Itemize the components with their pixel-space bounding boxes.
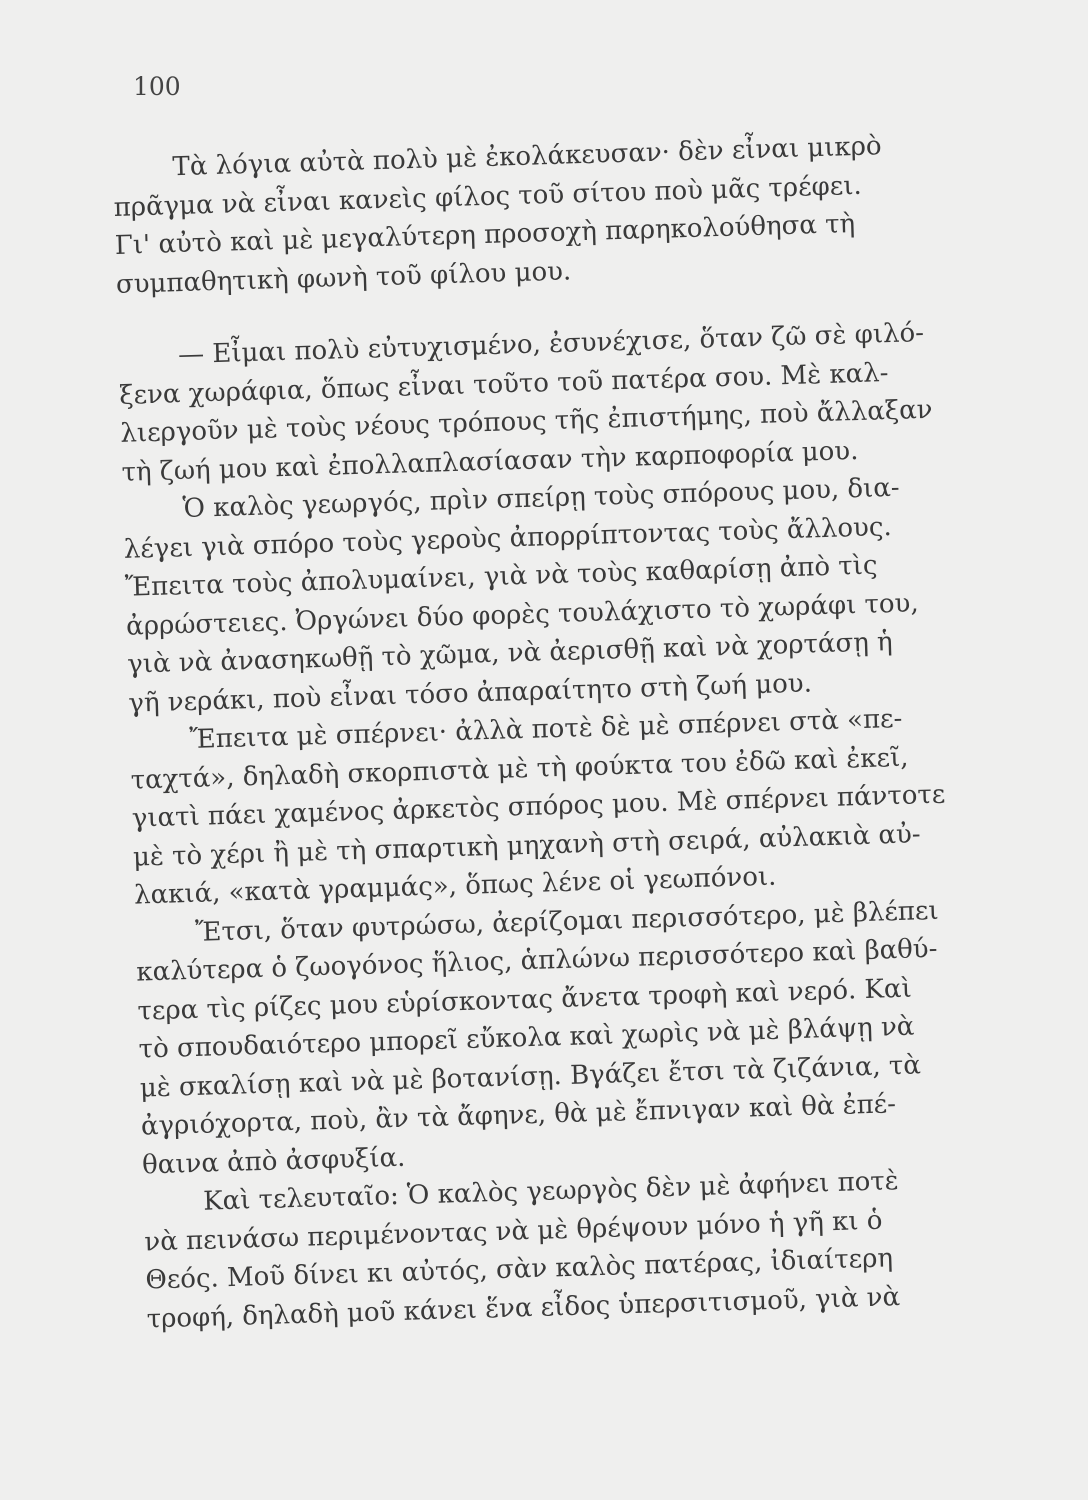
text-line: λιεργοῦν μὲ τοὺς νέους τρόπους τῆς ἐπιστήμης, ποὺ ἄλλαξαν bbox=[119, 394, 933, 449]
paragraph bbox=[122, 466, 1008, 723]
text-line: γῆ νεράκι, ποὺ εἶναι τόσο ἀπαραίτητο στὴ ζωή μου. bbox=[127, 667, 813, 719]
text-line: μὲ σκαλίσῃ καὶ νὰ μὲ βοτανίσῃ. Βγάζει ἔτσι τὰ ζιζάνια, τὰ bbox=[139, 1049, 922, 1104]
text-line: τροφή, δηλαδὴ μοῦ κάνει ἕνα εἶδος ὑπερσιτισμοῦ, γιὰ νὰ bbox=[146, 1281, 901, 1334]
text-line: Ἔπειτα τοὺς ἀπολυμαίνει, γιὰ νὰ τοὺς καθαρίσῃ ἀπὸ τὶς bbox=[124, 550, 878, 603]
paragraph bbox=[143, 1158, 1027, 1338]
text-line: τὴ ζωή μου καὶ ἐπολλαπλασίασαν τὴν καρποφορία μου. bbox=[121, 435, 859, 488]
text-line: ξενα χωράφια, ὅπως εἶναι τοῦτο τοῦ πατέρα σου. Μὲ καλ- bbox=[118, 357, 889, 411]
text-line: Ἔτσι, ὅταν φυτρώσω, ἀερίζομαι περισσότερο, μὲ βλέπει bbox=[194, 895, 939, 948]
paragraph bbox=[135, 889, 1023, 1184]
text-line: καλύτερα ὁ ζωογόνος ἥλιος, ἁπλώνω περισσότερο καὶ βαθύ- bbox=[135, 933, 938, 988]
text-line: ἀρρώστειες. Ὀργώνει δύο φορὲς τουλάχιστο τὸ χωράφι του, bbox=[125, 587, 920, 642]
paragraph bbox=[112, 124, 996, 304]
text-line: πρᾶγμα νὰ εἶναι κανεὶς φίλος τοῦ σίτου ποὺ μᾶς τρέφει. bbox=[113, 170, 863, 223]
text-line: τερα τὶς ρίζες μου εὑρίσκοντας ἄνετα τροφὴ καὶ νερό. Καὶ bbox=[137, 973, 913, 1027]
text-line: γιὰ νὰ ἀνασηκωθῇ τὸ χῶμα, νὰ ἀερισθῇ καὶ νὰ χορτάσῃ ἡ bbox=[126, 627, 894, 680]
text-line: μὲ τὸ χέρι ἢ μὲ τὴ σπαρτικὴ μηχανὴ στὴ σειρά, αὐλακιὰ αὐ- bbox=[132, 818, 922, 873]
text-line: ταχτά», δηλαδὴ σκορπιστὰ μὲ τὴ φούκτα του ἐδῶ καὶ ἐκεῖ, bbox=[130, 742, 909, 796]
paragraph bbox=[118, 312, 1002, 492]
text-line: θαινα ἀπὸ ἀσφυξία. bbox=[141, 1142, 406, 1181]
text-line: — Εἶμαι πολὺ εὐτυχισμένο, ἐσυνέχισε, ὅταν ζῶ σὲ φιλό- bbox=[177, 317, 925, 371]
text-line: συμπαθητικὴ φωνὴ τοῦ φίλου μου. bbox=[115, 255, 572, 300]
body-text bbox=[112, 124, 1027, 1339]
text-line: νὰ πεινάσω περιμένοντας νὰ μὲ θρέψουν μόνο ἡ γῆ κι ὁ bbox=[143, 1205, 883, 1258]
text-line: ἀγριόχορτα, ποὺ, ἂν τὰ ἄφηνε, θὰ μὲ ἔπνιγαν καὶ θὰ ἐπέ- bbox=[140, 1089, 897, 1142]
text-line: Ὁ καλὸς γεωργός, πρὶν σπείρῃ τοὺς σπόρους μου, δια- bbox=[182, 472, 901, 525]
text-line: λακιά, «κατὰ γραμμάς», ὅπως λένε οἱ γεωπόνοι. bbox=[133, 861, 777, 911]
page-number: 100 bbox=[133, 72, 181, 101]
text-line: γιατὶ πάει χαμένος ἀρκετὸς σπόρος μου. Μὲ σπέρνει πάντοτε bbox=[131, 779, 946, 834]
paragraph bbox=[129, 697, 1014, 916]
text-line: Ἔπειτα μὲ σπέρνει· ἀλλὰ ποτὲ δὲ μὲ σπέρνει στὰ «πε- bbox=[189, 703, 903, 755]
text-line: Καὶ τελευταῖο: Ὁ καλὸς γεωργὸς δὲν μὲ ἀφήνει ποτὲ bbox=[202, 1166, 900, 1217]
text-line: Θεός. Μοῦ δίνει κι αὐτός, σὰν καλὸς πατέρας, ἰδιαίτερη bbox=[145, 1243, 894, 1296]
text-line: Γι' αὐτὸ καὶ μὲ μεγαλύτερη προσοχὴ παρηκολούθησα τὴ bbox=[114, 208, 856, 261]
text-line: τὸ σπουδαιότερο μπορεῖ εὔκολα καὶ χωρὶς νὰ μὲ βλάψῃ νὰ bbox=[138, 1011, 915, 1065]
text-line: λέγει γιὰ σπόρο τοὺς γεροὺς ἀπορρίπτοντας τοὺς ἄλλους. bbox=[123, 511, 893, 565]
text-line: Τὰ λόγια αὐτὰ πολὺ μὲ ἐκολάκευσαν· δὲν εἶναι μικρὸ bbox=[172, 131, 882, 183]
